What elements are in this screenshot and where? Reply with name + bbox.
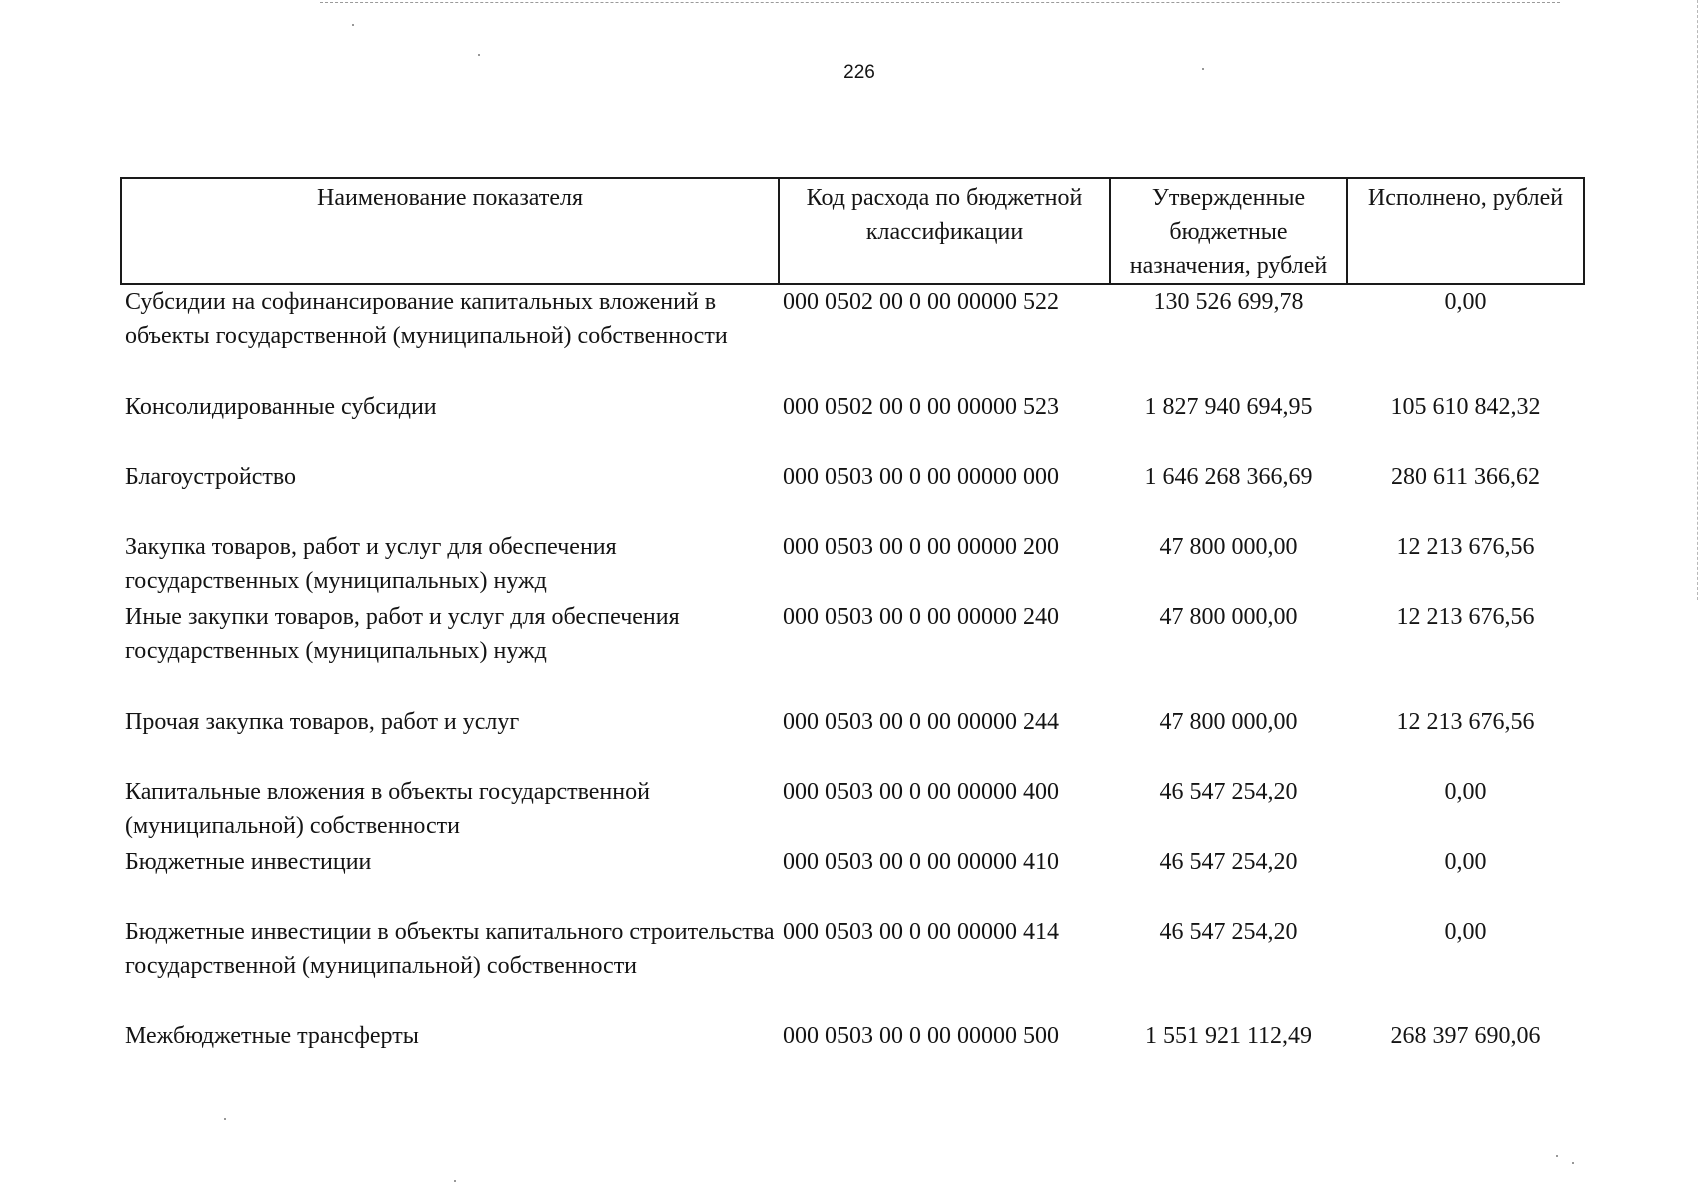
row-executed: 0,00 [1444,849,1487,875]
table-row [121,775,1584,845]
row-approved: 1 827 940 694,95 [1144,394,1313,420]
row-executed: 105 610 842,32 [1390,394,1541,420]
row-code: 000 0503 00 0 00 00000 240 [783,604,1059,630]
table-row [121,390,1584,460]
row-executed: 12 213 676,56 [1396,604,1535,630]
row-name: Межбюджетные трансферты [125,1023,419,1049]
row-code: 000 0503 00 0 00 00000 410 [783,849,1059,875]
row-executed: 12 213 676,56 [1396,534,1535,560]
row-code: 000 0503 00 0 00 00000 400 [783,779,1059,805]
row-approved: 130 526 699,78 [1153,289,1304,315]
row-code: 000 0503 00 0 00 00000 414 [783,919,1059,945]
row-name: Бюджетные инвестиции в объекты капитального строительства государственной (муниципальной) собственности [125,919,775,979]
table-body [121,284,1584,1059]
row-code: 000 0503 00 0 00 00000 500 [783,1023,1059,1049]
row-name: Благоустройство [125,464,297,490]
header-approved-amount: Утвержденные бюджетные назначения, рублей [1110,178,1347,284]
scan-speck [454,1180,456,1182]
row-approved: 46 547 254,20 [1159,919,1298,945]
scan-speck [224,1118,226,1120]
header-expense-code: Код расхода по бюджетной классификации [779,178,1110,284]
row-code: 000 0503 00 0 00 00000 200 [783,534,1059,560]
row-executed: 0,00 [1444,289,1487,315]
row-approved: 46 547 254,20 [1159,849,1298,875]
row-code: 000 0502 00 0 00 00000 522 [783,289,1059,315]
row-code: 000 0503 00 0 00 00000 000 [783,464,1059,490]
scan-speck [478,54,480,56]
row-name: Закупка товаров, работ и услуг для обеспечения государственных (муниципальных) нужд [125,534,617,594]
row-approved: 47 800 000,00 [1159,709,1298,735]
row-executed: 0,00 [1444,919,1487,945]
row-executed: 12 213 676,56 [1396,709,1535,735]
row-approved: 47 800 000,00 [1159,604,1298,630]
row-code: 000 0502 00 0 00 00000 523 [783,394,1059,420]
table-row [121,284,1584,390]
header-executed-amount: Исполнено, рублей [1347,178,1584,284]
row-name: Прочая закупка товаров, работ и услуг [125,709,520,735]
table-header-row [121,178,1584,284]
row-approved: 1 646 268 366,69 [1144,464,1313,490]
row-code: 000 0503 00 0 00 00000 244 [783,709,1059,735]
header-indicator-name: Наименование показателя [121,178,779,284]
row-approved: 46 547 254,20 [1159,779,1298,805]
scan-artifact-right-edge [1697,0,1698,600]
table-row [121,915,1584,1019]
row-name: Иные закупки товаров, работ и услуг для обеспечения государственных (муниципальных) нужд [125,604,680,664]
table-row [121,530,1584,600]
row-executed: 268 397 690,06 [1390,1023,1541,1049]
row-name: Субсидии на софинансирование капитальных вложений в объекты государственной (муниципальной) собственности [125,289,728,349]
row-approved: 47 800 000,00 [1159,534,1298,560]
row-executed: 0,00 [1444,779,1487,805]
scan-speck [1572,1162,1574,1164]
scan-speck [352,24,354,26]
scan-speck [1556,1155,1558,1157]
table-row [121,460,1584,530]
row-approved: 1 551 921 112,49 [1144,1023,1313,1049]
table-header [121,178,1584,284]
row-name: Капитальные вложения в объекты государственной (муниципальной) собственности [125,779,650,839]
table-row [121,600,1584,705]
scan-artifact-top-line [320,2,1560,3]
budget-execution-table [120,177,1585,1059]
row-name: Бюджетные инвестиции [125,849,372,875]
row-executed: 280 611 366,62 [1390,464,1541,490]
table-row [121,705,1584,775]
table-row [121,1019,1584,1059]
table-row [121,845,1584,915]
page-number: 226 [843,62,875,83]
row-name: Консолидированные субсидии [125,394,437,420]
